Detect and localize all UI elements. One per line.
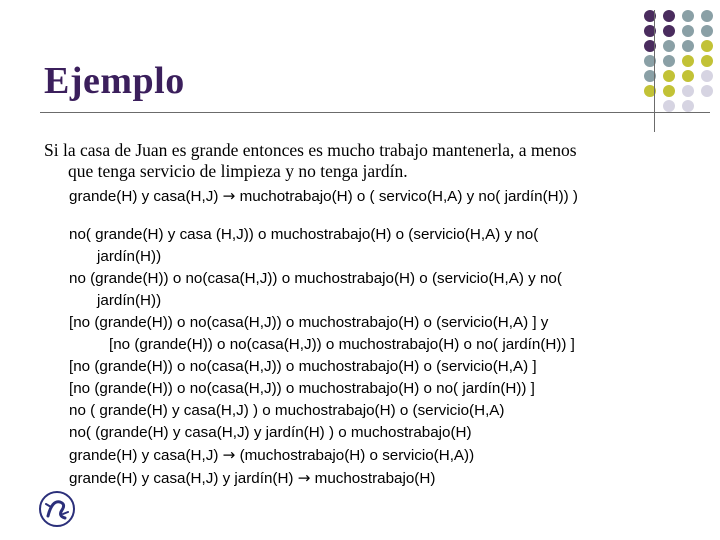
- decor-dot: [682, 85, 694, 97]
- step-line: [no (grande(H)) o no(casa(H,J)) o muchostrabajo(H) o (servicio(H,A) ] y: [69, 314, 549, 331]
- intro-paragraph: [44, 140, 674, 182]
- decor-dot: [682, 25, 694, 37]
- formula-part: (muchostrabajo(H) o servicio(H,A)): [235, 447, 475, 464]
- decor-dot: [663, 55, 675, 67]
- decor-dot: [663, 100, 675, 112]
- decor-dot: [663, 70, 675, 82]
- intro-line-1: Si la casa de Juan es grande entonces es mucho trabajo mantenerla, a menos: [44, 140, 577, 160]
- decor-dot: [663, 85, 675, 97]
- decor-dot: [682, 10, 694, 22]
- decor-dot: [701, 85, 713, 97]
- step-line: no( (grande(H) y casa(H,J) y jardín(H) ) o muchostrabajo(H): [69, 424, 472, 441]
- decor-dot: [701, 40, 713, 52]
- step-line: [no (grande(H)) o no(casa(H,J)) o muchostrabajo(H) o (servicio(H,A) ]: [69, 358, 537, 375]
- arrow-icon: →: [297, 469, 311, 487]
- decor-dot: [701, 25, 713, 37]
- step-line: jardín(H)): [97, 292, 162, 309]
- step-line: no( grande(H) y casa (H,J)) o muchostrabajo(H) o (servicio(H,A) y no(: [69, 226, 539, 243]
- arrow-icon: →: [222, 187, 236, 205]
- university-logo-icon: [38, 490, 76, 528]
- step-line: jardín(H)): [97, 248, 162, 265]
- slide-title: Ejemplo: [44, 60, 185, 102]
- intro-line-2: que tenga servicio de limpieza y no tenga jardín.: [68, 161, 408, 181]
- horizontal-rule: [40, 112, 710, 113]
- formula-part: grande(H) y casa(H,J): [69, 447, 223, 464]
- step-line: [no (grande(H)) o no(casa(H,J)) o muchostrabajo(H) o no( jardín(H)) ]: [109, 336, 575, 353]
- decor-dot: [663, 10, 675, 22]
- decorative-dot-grid: [641, 10, 720, 120]
- arrow-icon: →: [222, 446, 236, 464]
- decor-dot: [682, 55, 694, 67]
- spacer: [69, 208, 709, 224]
- derivation-body: [69, 185, 709, 490]
- vertical-rule: [654, 10, 655, 132]
- decor-dot: [701, 55, 713, 67]
- step-line: no (grande(H)) o no(casa(H,J)) o muchostrabajo(H) o (servicio(H,A) y no(: [69, 270, 562, 287]
- final-formula-1: [69, 444, 709, 467]
- step-line: [no (grande(H)) o no(casa(H,J)) o muchostrabajo(H) o no( jardín(H)) ]: [69, 380, 535, 397]
- decor-dot: [682, 100, 694, 112]
- decor-dot: [701, 10, 713, 22]
- step-line: no ( grande(H) y casa(H,J) ) o muchostrabajo(H) o (servicio(H,A): [69, 402, 505, 419]
- decor-dot: [701, 70, 713, 82]
- final-formula-2: [69, 467, 709, 490]
- formula-part: muchostrabajo(H): [310, 470, 436, 487]
- decor-dot: [663, 25, 675, 37]
- formula-part: grande(H) y casa(H,J) y jardín(H): [69, 470, 298, 487]
- formula-part: grande(H) y casa(H,J): [69, 188, 223, 205]
- formula-part: muchotrabajo(H) o ( servico(H,A) y no( jardín(H)) ): [235, 188, 578, 205]
- decor-dot: [682, 40, 694, 52]
- main-formula: [69, 185, 709, 208]
- decor-dot: [663, 40, 675, 52]
- decor-dot: [682, 70, 694, 82]
